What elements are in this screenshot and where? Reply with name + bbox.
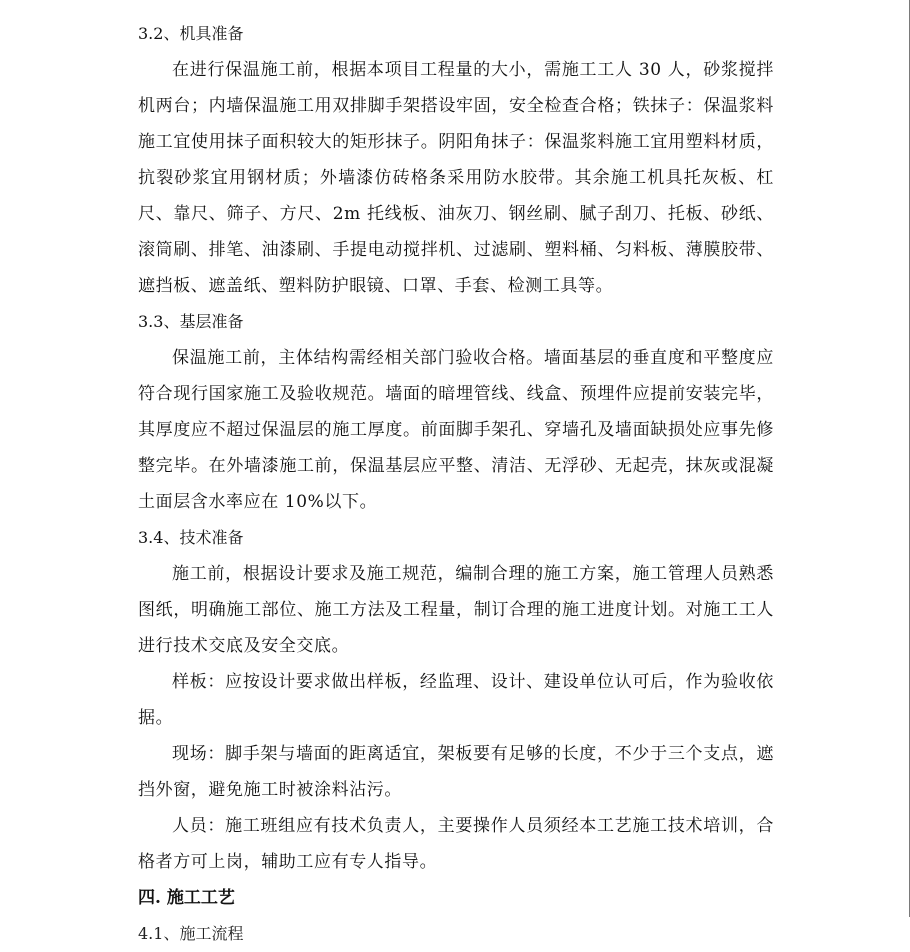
paragraph-equipment: 在进行保温施工前，根据本项目工程量的大小，需施工工人 30 人，砂浆搅拌机两台；内墙保温施工用双排脚手架搭设牢固，安全检查合格；铁抹子：保温浆料施工宜使用抹子面积较大的矩形抹子。阴阳角抹子：保温浆料施工宜用塑料材质，抗裂砂浆宜用钢材质；外墙漆仿砖格条采用防水胶带。其余施工机具托灰板、杠尺、靠尺、筛子、方尺、2m 托线板、油灰刀、钢丝刷、腻子刮刀、托板、砂纸、滚筒刷、排笔、油漆刷、手提电动搅拌机、过滤刷、塑料桶、匀料板、薄膜胶带、遮挡板、遮盖纸、塑料防护眼镜、口罩、手套、检测工具等。: [138, 60, 774, 296]
section-heading-3-4: 3.4、技术准备: [138, 528, 244, 547]
paragraph-personnel: 人员：施工班组应有技术负责人，主要操作人员须经本工艺施工技术培训，合格者方可上岗，辅助工应有专人指导。: [138, 816, 774, 872]
section-heading-4-1-partial: 4.1、施工流程: [138, 924, 244, 943]
section-heading-3-3: 3.3、基层准备: [138, 312, 244, 331]
paragraph-base-layer: 保温施工前，主体结构需经相关部门验收合格。墙面基层的垂直度和平整度应符合现行国家施工及验收规范。墙面的暗埋管线、线盒、预埋件应提前安装完毕，其厚度应不超过保温层的施工厚度。前面脚手架孔、穿墙孔及墙面缺损处应事先修整完毕。在外墙漆施工前，保温基层应平整、清洁、无浮砂、无起壳，抹灰或混凝土面层含水率应在 10%以下。: [138, 348, 774, 512]
paragraph-sample: 样板：应按设计要求做出样板，经监理、设计、建设单位认可后，作为验收依据。: [138, 672, 774, 728]
chapter-heading-4: 四. 施工工艺: [138, 888, 235, 908]
section-heading-3-2: 3.2、机具准备: [138, 24, 244, 43]
paragraph-technical-prep: 施工前，根据设计要求及施工规范，编制合理的施工方案，施工管理人员熟悉图纸，明确施工部位、施工方法及工程量，制订合理的施工进度计划。对施工工人进行技术交底及安全交底。: [138, 564, 774, 656]
document-body: [138, 16, 774, 952]
paragraph-site: 现场：脚手架与墙面的距离适宜，架板要有足够的长度，不少于三个支点，遮挡外窗，避免施工时被涂料沾污。: [138, 744, 774, 800]
